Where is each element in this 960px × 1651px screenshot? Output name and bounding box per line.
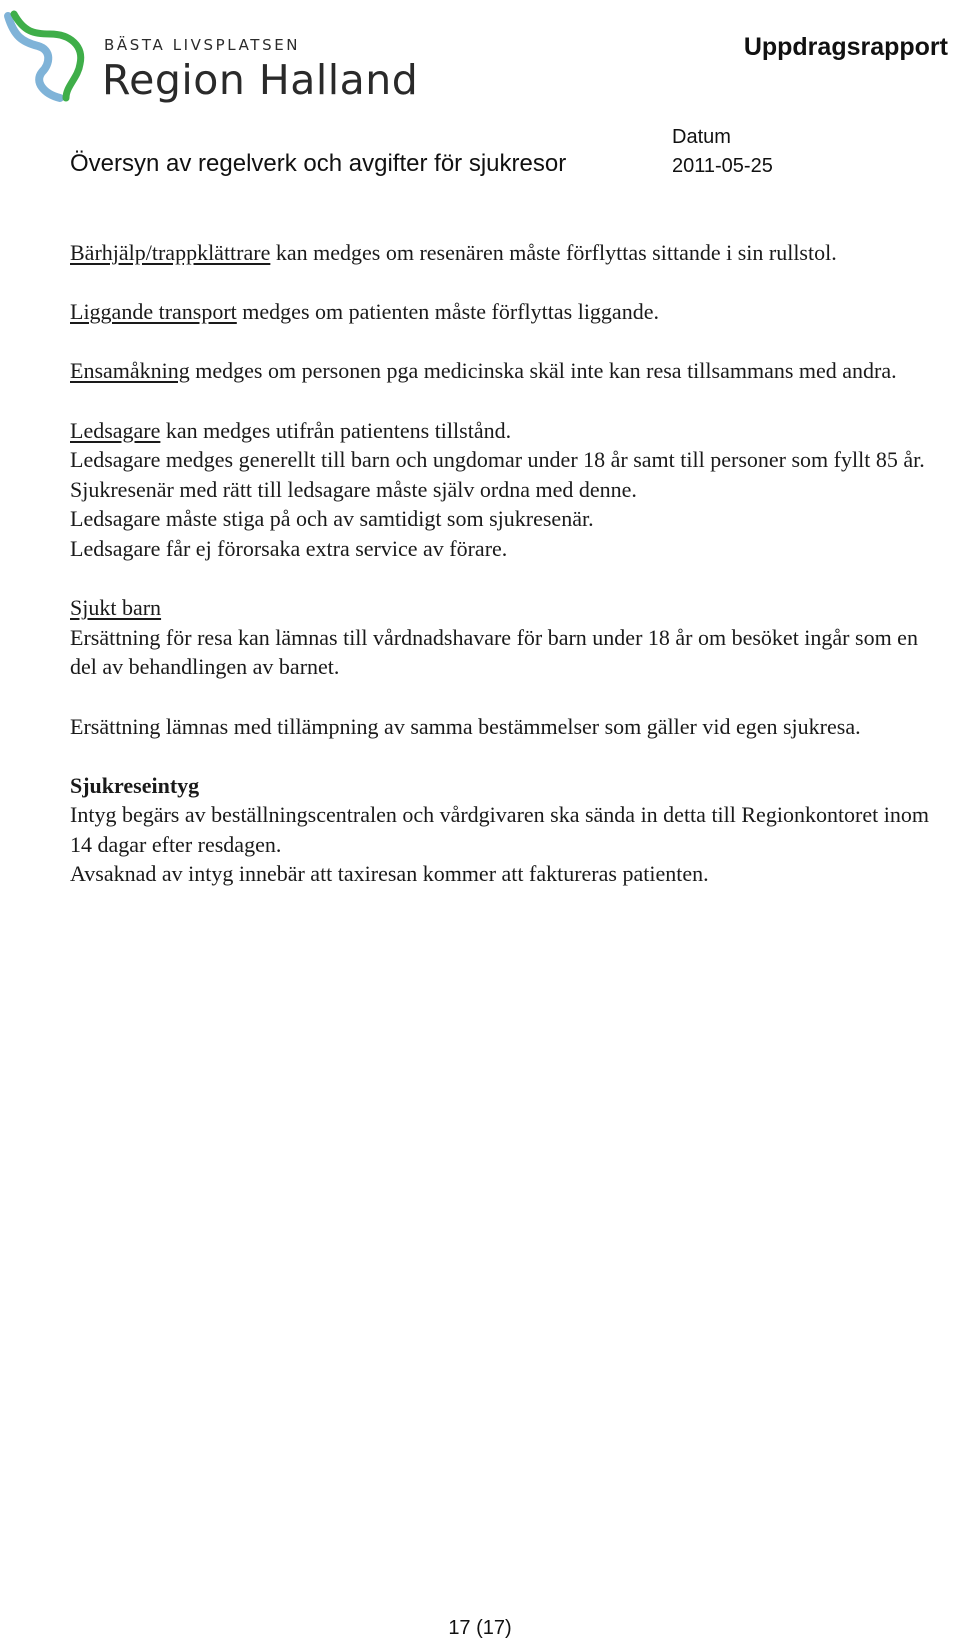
paragraph-liggande: [70, 297, 930, 327]
text-barhjalp: kan medges om resenären måste förflyttas sittande i sin rullstol.: [270, 240, 837, 265]
document-title: Översyn av regelverk och avgifter för sjukresor: [70, 150, 567, 177]
sjukt-barn-heading: Sjukt barn: [70, 595, 162, 621]
heading-sjukreseintyg: Sjukreseintyg: [70, 772, 200, 798]
term-liggande-transport: Liggande transport: [70, 299, 237, 325]
heading-sjukt-barn: [70, 593, 930, 623]
page-number: 17 (17): [448, 1617, 512, 1639]
sjukt-barn-text-2: Ersättning lämnas med tillämpning av samma bestämmelser som gäller vid egen sjukresa.: [70, 713, 861, 739]
ledsagare-line: Ledsagare medges generellt till barn och ungdomar under 18 år samt till personer som fyllt 85 år.: [70, 447, 925, 473]
river-logo-icon: [0, 6, 100, 106]
ledsagare-line: Ledsagare får ej förorsaka extra service av förare.: [70, 535, 508, 561]
sjukreseintyg-line: Intyg begärs av beställningscentralen och vårdgivaren ska sända in detta till Regionkontoret inom 14 dagar efter resdagen.: [70, 802, 929, 857]
date-value: 2011-05-25: [672, 155, 773, 177]
date-label: Datum: [672, 126, 731, 148]
text-liggande: medges om patienten måste förflyttas liggande.: [236, 299, 659, 325]
ledsagare-line: Sjukresenär med rätt till ledsagare måste själv ordna med denne.: [70, 476, 637, 502]
logo-name: Region Halland: [102, 56, 419, 104]
ledsagare-line: Ledsagare måste stiga på och av samtidigt som sjukresenär.: [70, 506, 594, 532]
document-body: [70, 238, 930, 889]
paragraph-ledsagare: [70, 416, 930, 446]
region-halland-logo: [0, 6, 440, 106]
term-ledsagare: Ledsagare: [70, 417, 161, 443]
logo-tagline: BÄSTA LIVSPLATSEN: [104, 36, 301, 54]
paragraph-ensamakning: [70, 356, 930, 386]
term-barhjalp: Bärhjälp/trappklättrare: [70, 240, 271, 265]
sjukreseintyg-line: Avsaknad av intyg innebär att taxiresan kommer att faktureras patienten.: [70, 861, 709, 887]
paragraph-barhjalp: [70, 238, 930, 268]
document-type: Uppdragsrapport: [743, 33, 948, 61]
text-ledsagare: kan medges utifrån patientens tillstånd.: [160, 417, 512, 443]
term-ensamakning: Ensamåkning: [70, 358, 190, 384]
sjukt-barn-text-1: Ersättning för resa kan lämnas till vårdnadshavare för barn under 18 år om besöket ingår som en del av behandlingen av barnet.: [70, 624, 918, 680]
text-ensamakning: medges om personen pga medicinska skäl inte kan resa tillsammans med andra.: [189, 358, 897, 384]
